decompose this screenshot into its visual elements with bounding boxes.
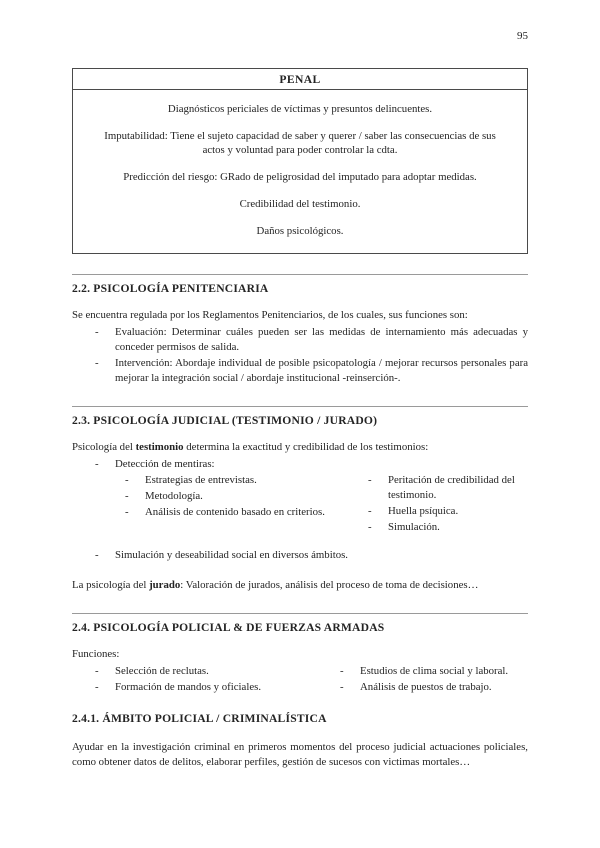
right-column <box>340 663 528 695</box>
section-2-4-1-body: Ayudar en la investigación criminal en primeros momentos del proceso judicial actuaciones policiales, como obtener datos de delitos, elaborar perfiles, gestión de sucesos con victimas mortales… <box>72 741 528 769</box>
list-item <box>368 473 528 503</box>
list-item-text: - Simulación. <box>388 521 440 534</box>
list-item <box>72 548 528 563</box>
text-run: determina la exactitud y credibilidad de los testimonios: <box>183 440 429 453</box>
penal-table-row: Diagnósticos periciales de víctimas y presuntos delincuentes. <box>167 103 433 115</box>
penal-table-row: Predicción del riesgo: GRado de peligrosidad del imputado para adoptar medidas. <box>123 171 477 184</box>
list-item <box>368 520 528 535</box>
bold-text-run: jurado <box>149 578 181 591</box>
list-item-text: - Estudios de clima social y laboral. <box>360 664 509 677</box>
deteccion-list <box>72 457 528 472</box>
penal-table-row: Credibilidad del testimonio. <box>239 198 361 211</box>
section-heading-2-4: 2.4. PSICOLOGÍA POLICIAL & DE FUERZAS ARMADAS <box>72 620 385 634</box>
list-item-text: - Simulación y deseabilidad social en diversos ámbitos. <box>115 548 348 561</box>
penal-table-title: PENAL <box>73 69 527 90</box>
section-divider <box>72 274 528 275</box>
list-item <box>72 457 528 472</box>
list-item-text: - Selección de reclutas. <box>115 664 209 677</box>
text-run: Psicología del <box>72 440 136 453</box>
penal-table-row: Imputabilidad: Tiene el sujeto capacidad de saber y querer / saber las consecuencias de sus actos y voluntad para poder controlar la cdta. <box>104 130 496 157</box>
list-item-text: - Análisis de contenido basado en criterios. <box>145 506 325 519</box>
list-item <box>72 473 368 488</box>
two-column-list <box>72 663 528 695</box>
list-item-text: - Metodología. <box>145 490 203 503</box>
list-item-text: - Formación de mandos y oficiales. <box>115 680 262 693</box>
jurado-paragraph <box>72 578 528 593</box>
list-item-text: - Peritación de credibilidad del testimonio. <box>388 474 515 502</box>
text-run: La psicología del <box>72 578 150 591</box>
page-number: 95 <box>517 30 528 42</box>
list-item-text: - Detección de mentiras: <box>115 457 215 470</box>
text-run: : Valoración de jurados, análisis del proceso de toma de decisiones… <box>180 578 479 591</box>
two-column-list <box>72 472 528 535</box>
list-item <box>340 680 528 695</box>
section-2-2-list <box>72 325 528 386</box>
section-divider <box>72 613 528 614</box>
list-item <box>72 505 368 520</box>
list-item-text: - Intervención: Abordaje individual de posible psicopatología / mejorar recursos personales para mejorar la integración social / abordaje institucional -reinserción-. <box>115 356 528 384</box>
left-column <box>72 472 368 535</box>
left-column <box>72 663 340 695</box>
section-heading-2-4-1: 2.4.1. ÁMBITO POLICIAL / CRIMINALÍSTICA <box>72 712 327 726</box>
list-item-text: - Estrategias de entrevistas. <box>145 474 257 487</box>
list-item <box>72 489 368 504</box>
list-item-text: - Huella psíquica. <box>388 505 459 518</box>
list-item <box>72 680 340 695</box>
list-item <box>368 504 528 519</box>
list-item <box>72 664 340 679</box>
section-heading-2-2: 2.2. PSICOLOGÍA PENITENCIARIA <box>72 282 269 296</box>
penal-table-body <box>73 90 527 253</box>
list-item <box>72 356 528 386</box>
testimonio-paragraph <box>72 440 528 455</box>
section-heading-2-3: 2.3. PSICOLOGÍA JUDICIAL (TESTIMONIO / JURADO) <box>72 413 378 427</box>
list-item-text: - Evaluación: Determinar cuáles pueden ser las medidas de internamiento más adecuadas y conceder permisos de salida. <box>115 326 528 353</box>
penal-table-row: Daños psicológicos. <box>256 225 344 238</box>
list-item <box>340 664 528 679</box>
section-divider <box>72 406 528 407</box>
bold-text-run: testimonio <box>135 440 184 453</box>
section-2-2-intro: Se encuentra regulada por los Reglamentos Penitenciarios, de los cuales, sus funciones son: <box>72 309 468 322</box>
penal-table <box>72 68 528 254</box>
list-item <box>72 325 528 355</box>
right-column <box>368 472 528 535</box>
funciones-label: Funciones: <box>72 647 120 660</box>
list-item-text: - Análisis de puestos de trabajo. <box>360 680 492 693</box>
